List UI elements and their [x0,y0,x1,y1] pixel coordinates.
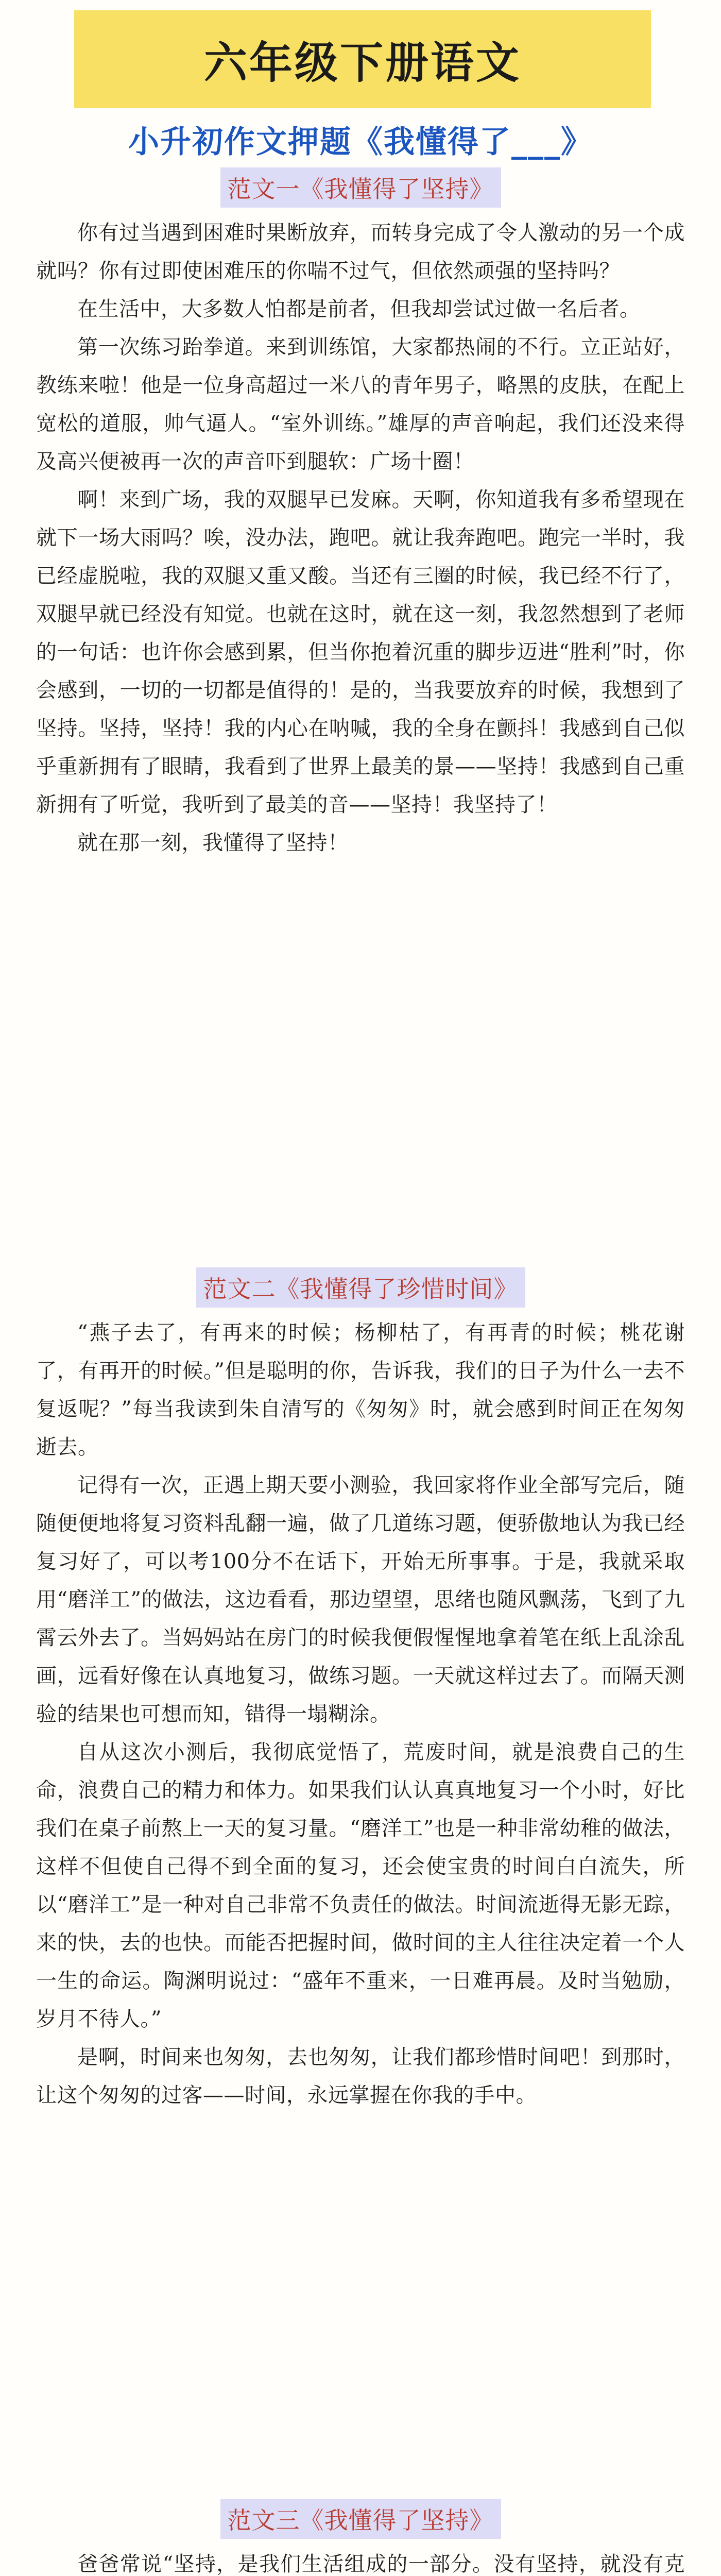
essay-paragraph: 是啊，时间来也匆匆，去也匆匆，让我们都珍惜时间吧！到那时，让这个匆匆的过客——时间，永远掌握在你我的手中。 [36,2045,685,2107]
essay-paragraph: 记得有一次，正遇上期天要小测验，我回家将作业全部写完后，随随便便地将复习资料乱翻一遍，做了几道练习题，便骄傲地认为我已经复习好了，可以考100分不在话下，开始无所事事。于是，我就采取用“磨洋工”的做法，这边看看，那边望望，思绪也随风飘荡，飞到了九霄云外去了。当妈妈站在房门的时候我便假惺惺地拿着笔在纸上乱涂乱画，远看好像在认真地复习，做练习题。一天就这样过去了。而隔天测验的结果也可想而知，错得一塌糊涂。 [36,1473,685,1726]
essay-paragraph: 就在那一刻，我懂得了坚持！ [77,831,349,855]
title-banner [74,10,651,108]
essay-paragraph: 你有过当遇到困难时果断放弃，而转身完成了令人激动的另一个成就吗？你有过即使困难压的你喘不过气，但依然顽强的坚持吗？ [36,221,685,283]
essay-section-3 [36,2499,685,2576]
page-subtitle: 小升初作文押题《我懂得了___》 [128,124,593,160]
essay-paragraph: 爸爸常说“坚持，是我们生活组成的一部分。没有坚持，就没有克 [77,2552,685,2576]
essay-paragraph: 第一次练习跆拳道。来到训练馆，大家都热闹的不行。立正站好，教练来啦！他是一位身高超过一米八的青年男子，略黑的皮肤，在配上宽松的道服，帅气逼人。“室外训练。”雄厚的声音响起，我们还没来得及高兴便被再一次的声音吓到腿软：广场十圈！ [36,335,685,473]
essay-title: 范文三《我懂得了坚持》 [220,2499,501,2539]
essay-paragraph: 自从这次小测后，我彻底觉悟了，荒废时间，就是浪费自己的生命，浪费自己的精力和体力。如果我们认认真真地复习一个小时，好比我们在桌子前熬上一天的复习量。“磨洋工”也是一种非常幼稚的做法，这样不但使自己得不到全面的复习，还会使宝贵的时间白白流失，所以“磨洋工”是一种对自己非常不负责任的做法。时间流逝得无影无踪，来的快，去的也快。而能否把握时间，做时间的主人往往决定着一个人一生的命运。陶渊明说过：“盛年不重来，一日难再晨。及时当勉励，岁月不待人。” [36,1740,685,2031]
essay-paragraph: “燕子去了，有再来的时候；杨柳枯了，有再青的时候；桃花谢了，有再开的时候。”但是聪明的你，告诉我，我们的日子为什么一去不复返呢？”每当我读到朱自清写的《匆匆》时，就会感到时间正在匆匆逝去。 [36,1321,685,1459]
essay-section-1 [36,167,685,862]
essay-section-2 [36,1267,685,2114]
page-title: 六年级下册语文 [203,37,521,88]
essay-title: 范文一《我懂得了坚持》 [220,167,501,208]
essay-paragraph: 啊！来到广场，我的双腿早已发麻。天啊，你知道我有多希望现在就下一场大雨吗？唉，没办法，跑吧。就让我奔跑吧。跑完一半时，我已经虚脱啦，我的双腿又重又酸。当还有三圈的时候，我已经不行了，双腿早就已经没有知觉。也就在这时，就在这一刻，我忽然想到了老师的一句话：也许你会感到累，但当你抱着沉重的脚步迈进“胜利”时，你会感到，一切的一切都是值得的！是的，当我要放弃的时候，我想到了坚持。坚持，坚持！我的内心在呐喊，我的全身在颤抖！我感到自己似乎重新拥有了眼睛，我看到了世界上最美的景——坚持！我感到自己重新拥有了听觉，我听到了最美的音——坚持！我坚持了！ [36,488,685,817]
essay-paragraph: 在生活中，大多数人怕都是前者，但我却尝试过做一名后者。 [77,297,641,321]
essay-title: 范文二《我懂得了珍惜时间》 [196,1267,525,1308]
